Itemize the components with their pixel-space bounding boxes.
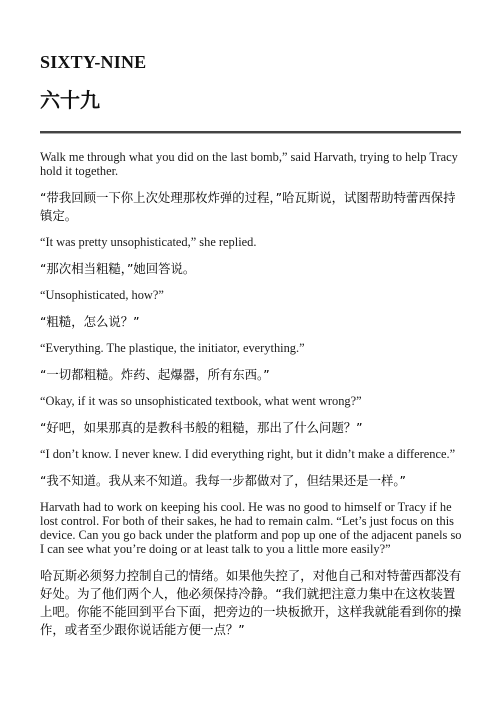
paragraph-chinese: “一切都粗糙。炸药、起爆器，所有东西。” <box>40 367 270 382</box>
paragraph-chinese: “粗糙，怎么说？” <box>40 314 140 329</box>
paragraph-chinese: “带我回顾一下你上次处理那枚炸弹的过程，”哈瓦斯说，试图帮助特蕾西保持镇定。 <box>40 190 456 223</box>
paragraph-english: “I don’t know. I never knew. I did everything right, but it didn’t make a difference.” <box>40 447 456 461</box>
paragraph-english: Walk me through what you did on the last bomb,” said Harvath, trying to help Tracy hold it together. <box>40 150 458 178</box>
paragraph-english: “Everything. The plastique, the initiator, everything.” <box>40 341 305 355</box>
paragraph-english: “It was pretty unsophisticated,” she replied. <box>40 235 257 249</box>
chapter-divider <box>40 131 461 134</box>
paragraph-chinese: “好吧，如果那真的是教科书般的粗糙，那出了什么问题？” <box>40 420 363 435</box>
paragraph-english: Harvath had to work on keeping his cool. He was no good to himself or Tracy if he lost control. For both of their sakes, he had to remain calm. “Let’s just focus on this device. Can you go back under the platform and pop up one of the adjacent panels so I can see what you’re doing or at least talk to you a little more easily?” <box>40 500 462 556</box>
chapter-title: SIXTY-NINE <box>40 52 147 72</box>
paragraph-english: “Unsophisticated, how?” <box>40 288 164 302</box>
paragraph-english: “Okay, if it was so unsophisticated textbook, what went wrong?” <box>40 394 362 408</box>
chapter-body <box>40 150 462 649</box>
paragraph-chinese: “那次相当粗糙，”她回答说。 <box>40 261 196 276</box>
paragraph-chinese: “我不知道。我从来不知道。我每一步都做对了，但结果还是一样。” <box>40 473 406 488</box>
paragraph-chinese: 哈瓦斯必须努力控制自己的情绪。如果他失控了，对他自己和对特蕾西都没有好处。为了他们两个人，他必须保持冷静。“我们就把注意力集中在这枚装置上吧。你能不能回到平台下面，把旁边的一块板掀开，这样我就能看到你的操作，或者至少跟你说话能方便一点？” <box>40 568 462 637</box>
chapter-title-chinese: 六十九 <box>40 88 100 112</box>
